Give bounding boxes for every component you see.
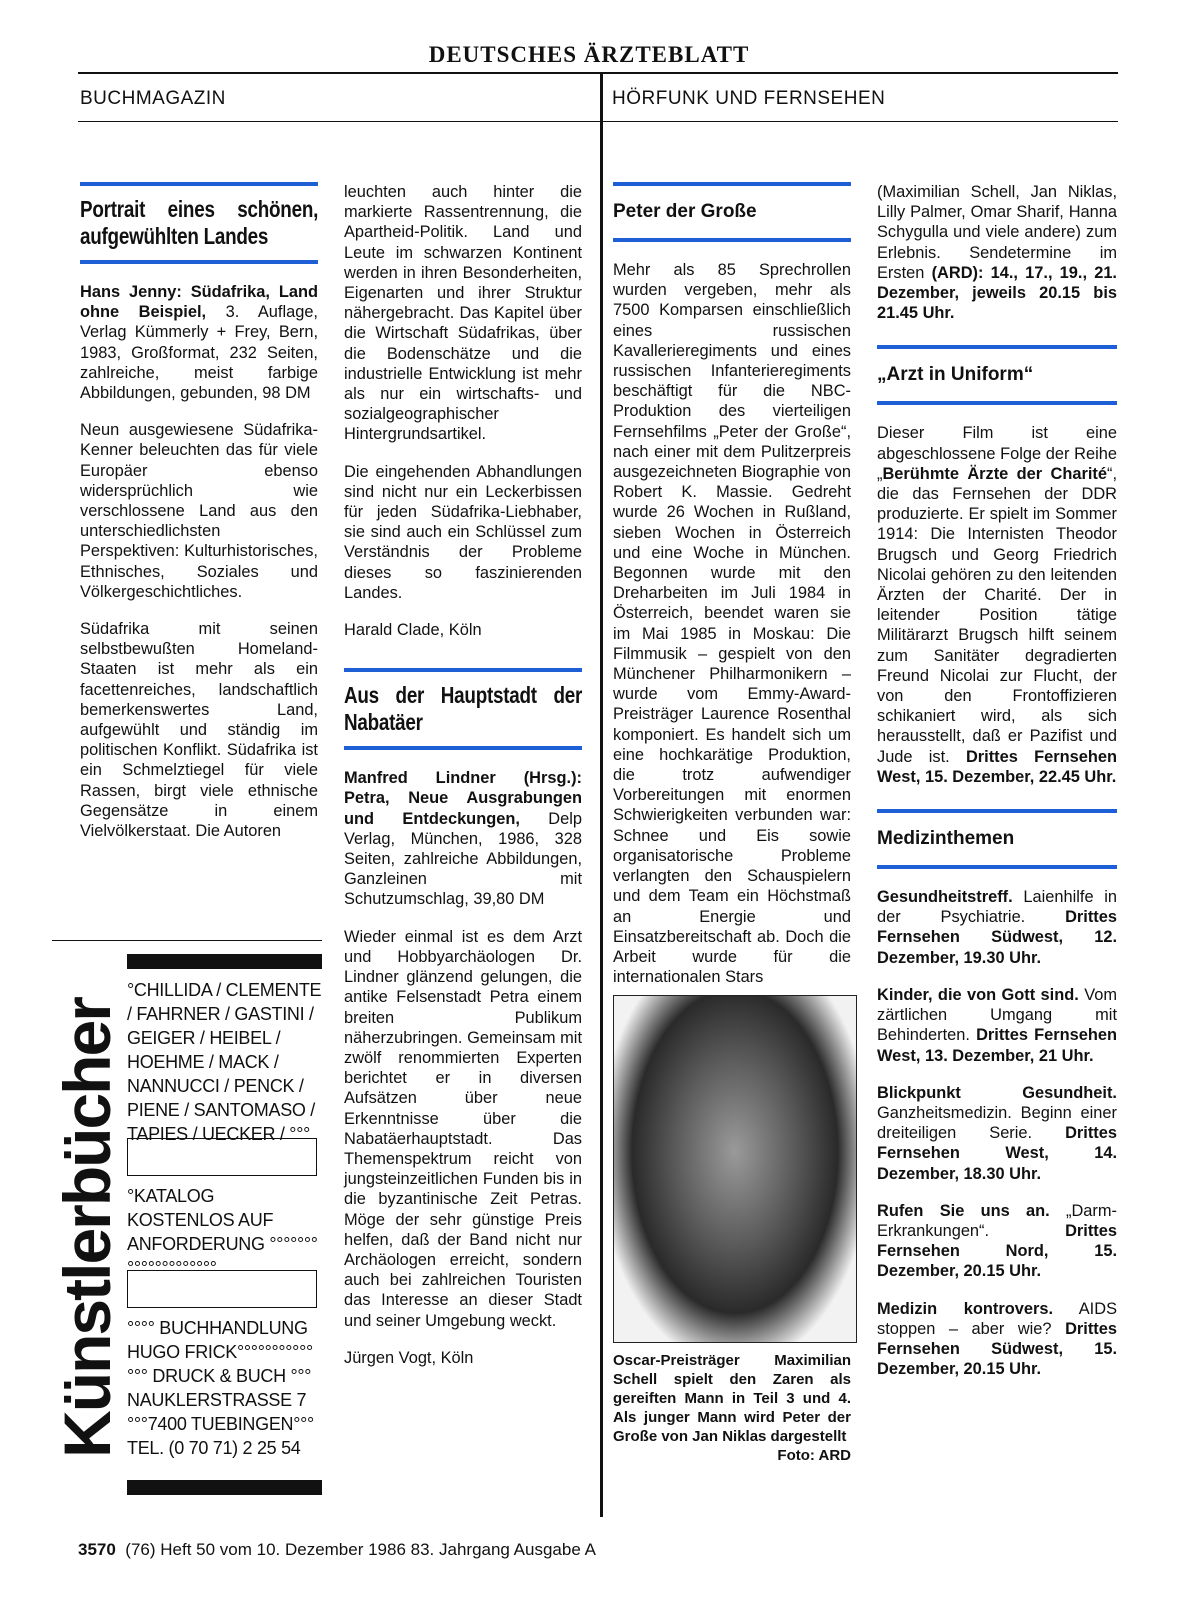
- blue-rule: [877, 809, 1117, 813]
- author: Harald Clade, Köln: [344, 621, 482, 640]
- paragraph: Neun ausgewiesene Südafrika-Kenner beleuchten das für viele Europäer ebenso widersprüchlich wie verschlossene Land aus den unterschiedlichsten Perspektiven: Kulturhistorisches, Ethnisches, Soziales und Völkergeschichtliches.: [80, 421, 318, 601]
- broadcast-dates: (ARD): 14., 17., 19., 21. Dezember, jeweils 20.15 bis 21.45 Uhr.: [877, 263, 1117, 323]
- item-title: Medizin kontrovers.: [877, 1299, 1054, 1318]
- ad-top-rule: [52, 940, 322, 941]
- item-text: Laienhilfe in der Psychiatrie.: [877, 888, 1117, 927]
- ad-empty-box: [127, 1270, 317, 1308]
- photo-caption: [613, 1351, 851, 1465]
- ad-artists: °CHILLIDA / CLEMENTE / FAHRNER / GASTINI / GEIGER / HEIBEL / HOEHME / MACK / NANNUCCI / PENCK / PIENE / SANTOMASO / TAPIES / UECKER / °°°: [127, 980, 322, 1144]
- advertisement: [52, 940, 322, 1500]
- section-rule: [78, 121, 1118, 122]
- item-text: Ganzheitsmedizin. Beginn einer dreiteiligen Serie.: [877, 1103, 1117, 1143]
- article-title: Peter der Große: [613, 201, 757, 222]
- blue-rule: [877, 865, 1117, 869]
- ad-catalog: °KATALOG KOSTENLOS AUF ANFORDERUNG °°°°°°°°°°°°°°°°°°°°: [127, 1186, 318, 1278]
- item-title: Kinder, die von Gott sind.: [877, 985, 1079, 1004]
- page-footer: [78, 1540, 596, 1560]
- list-item: [877, 1083, 1117, 1184]
- article-title: „Arzt in Uniform“: [877, 364, 1034, 386]
- masthead: DEUTSCHES ÄRZTEBLATT: [428, 42, 750, 67]
- book-reference-details: 3. Auflage, Verlag Kümmerly + Frey, Bern, 1983, Großformat, 232 Seiten, zahlreiche, meist farbige Abbildungen, gebunden, 98 DM: [80, 303, 318, 403]
- column-divider: [600, 72, 603, 1517]
- series-title: Berühmte Ärzte der Charité: [882, 464, 1107, 483]
- item-schedule: Drittes Fernsehen Nord, 15. Dezember, 20.15 Uhr.: [877, 1221, 1117, 1281]
- issue-info: (76) Heft 50 vom 10. Dezember 1986 83. Jahrgang Ausgabe A: [125, 1540, 596, 1559]
- ad-black-bar: [127, 1480, 322, 1495]
- column-3: [613, 182, 851, 1465]
- book-reference: [344, 768, 582, 909]
- ad-shop-line: °°° DRUCK & BUCH °°°: [127, 1366, 312, 1386]
- ad-phone: TEL. (0 70 71) 2 25 54: [127, 1438, 301, 1458]
- item-title: Blickpunkt Gesundheit.: [877, 1083, 1117, 1102]
- item-title: Rufen Sie uns an.: [877, 1201, 1050, 1220]
- column-1: [80, 182, 318, 858]
- column-4: [877, 182, 1117, 1396]
- paragraph-text: Dieser Film ist eine abgeschlossene Folge der Reihe „: [877, 424, 1117, 483]
- item-text: AIDS stoppen – aber wie?: [877, 1299, 1118, 1338]
- book-reference: [80, 282, 318, 403]
- ad-empty-box: [127, 1138, 317, 1176]
- item-text: Vom zärtlichen Umgang mit Behinderten.: [877, 985, 1117, 1045]
- ad-black-bar: [127, 954, 322, 969]
- blue-rule: [344, 746, 582, 750]
- broadcast-dates: Drittes Fernsehen West, 15. Dezember, 22.45 Uhr.: [877, 747, 1117, 786]
- list-item: [877, 887, 1117, 968]
- ad-vertical-title: [52, 968, 122, 1488]
- page-number: 3570: [78, 1540, 116, 1559]
- blue-rule: [613, 238, 851, 242]
- paragraph: leuchten auch hinter die markierte Rassentrennung, die Apartheid-Politik. Land und Leute im schwarzen Kontinent werden in ihren Besonderheiten, Eigenarten und ihrer Struktur nähergebracht. Das Kapitel über die Wirtschaft Südafrikas, über die Bodenschätze und die industrielle Entwicklung ist mehr als nur ein wirtschafts- und sozialgeographischer Hintergrundsartikel.: [344, 183, 582, 444]
- book-reference-bold: Manfred Lindner (Hrsg.): Petra, Neue Ausgrabungen und Entdeckungen,: [344, 769, 582, 828]
- blue-rule: [80, 182, 318, 186]
- list-item: [877, 1201, 1117, 1282]
- list-item: [877, 985, 1117, 1066]
- item-text: „Darm-Erkrankungen“.: [877, 1201, 1117, 1240]
- book-reference-details: Delp Verlag, München, 1986, 328 Seiten, zahlreiche Abbildungen, Ganzleinen mit Schutzumschlag, 39,80 DM: [344, 809, 582, 909]
- photo-credit: Foto: ARD: [777, 1447, 851, 1465]
- column-2: [344, 182, 582, 1385]
- ad-shop-line: NAUKLERSTRASSE 7: [127, 1390, 307, 1410]
- paragraph: [877, 182, 1117, 323]
- item-schedule: Drittes Fernsehen Südwest, 12. Dezember, 19.30 Uhr.: [877, 908, 1117, 967]
- paragraph-text: “, die das Fernsehen der DDR produzierte. Er spielt im Sommer 1914: Die Internisten Theodor Brugsch und Georg Friedrich Nicolai gehören zu den leitenden Ärzten der Charité. Der in leitender Position tätige Militärarzt Brugsch hilft seinem zum Sanitäter degradierten Freund Nicolai zur Flucht, der von den Frontoffizieren schikaniert wird, als sich herausstellt, daß er Pazifist und Jude ist.: [877, 464, 1117, 766]
- ad-shop-line: °°°° BUCHHANDLUNG: [127, 1318, 308, 1338]
- article-title: Medizinthemen: [877, 828, 1015, 850]
- paragraph: Wieder einmal ist es dem Arzt und Hobbyarchäologen Dr. Lindner glänzend gelungen, die antike Felsenstadt Petra einem breiten Publikum näherzubringen. Gemeinsam mit zwölf renommierten Experten berichtet er in diversen Aufsätzen über neue Erkenntnisse über die Nabatäerhauptstadt. Das Themenspektrum reicht von jungsteinzeitlichen Funden bis in die byzantinische Zeit Petras. Möge der sehr günstige Preis helfen, daß der Band nicht nur Archäologen erreicht, sondern auch bei zahlreichen Touristen das Interesse an dieser Stadt und seiner Umgebung weckt.: [344, 927, 582, 1330]
- blue-rule: [877, 345, 1117, 349]
- paragraph: Südafrika mit seinen selbstbewußten Homeland-Staaten ist mehr als ein facettenreiches, landschaftlich bemerkenswertes Land, aufgewühlt und ständig im politischen Konflikt. Südafrika ist ein Schmelztiegel für viele Rassen, birgt viele ethnische Gegensätze in einem Vielvölkerstaat. Die Autoren: [80, 620, 318, 841]
- paragraph: Die eingehenden Abhandlungen sind nicht nur ein Leckerbissen für jeden Südafrika-Liebhaber, sie sind auch ein Schlüssel zum Verständnis der Probleme dieses so faszinierenden Landes.: [344, 462, 582, 602]
- masthead-rule: [78, 72, 1118, 74]
- section-label-right: HÖRFUNK UND FERNSEHEN: [612, 88, 886, 109]
- ad-shop-line: °°°7400 TUEBINGEN°°°: [127, 1414, 314, 1434]
- ad-vertical-text: Künstlerbücher: [50, 998, 124, 1458]
- paragraph: Mehr als 85 Sprechrollen wurden vergeben, mehr als 7500 Komparsen einschließlich eines russischen Kavallerieregiments und eines russischen Infanterieregiments beschäftigt für die NBC-Produktion des vierteiligen Fernsehfilms „Peter der Große“, nach einer mit dem Pulitzerpreis ausgezeichneten Biographie von Robert K. Massie. Gedreht wurde 26 Wochen in Rußland, sieben Wochen in Österreich und eine Woche in München. Begonnen wurde mit den Dreharbeiten im Juli 1984 in Österreich, beendet waren sie im Mai 1985 in Moskau: Die Filmmusik – gespielt von den Münchener Philharmonikern – wurde vom Emmy-Award-Preisträger Laurence Rosenthal komponiert. Es handelt sich um eine hochkarätige Produktion, die trotz aufwendiger Vorbereitungen mit enormen Schwierigkeiten verbunden war: Schnee und Eis sowie organisatorische Probleme verlangten den Schauspielern und dem Team ein Höchstmaß an Energie und Einsatzbereitschaft ab. Doch die Arbeit wurde für die internationalen Stars: [613, 261, 851, 987]
- blue-rule: [877, 401, 1117, 405]
- portrait-photo: [613, 995, 857, 1343]
- article-title: Portrait eines schönen, aufgewühlten Landes: [80, 196, 319, 249]
- paragraph-text: (Maximilian Schell, Jan Niklas, Lilly Palmer, Omar Sharif, Hanna Schygulla und viele andere) zum Erlebnis. Sendetermine im Ersten: [877, 183, 1117, 282]
- ad-shop-line: HUGO FRICK°°°°°°°°°°°: [127, 1342, 313, 1362]
- paragraph: [877, 423, 1117, 787]
- caption-text: Oscar-Preisträger Maximilian Schell spielt den Zaren als gereiften Mann in Teil 3 und 4. Als junger Mann wird Peter der Große von Jan Niklas dargestellt: [613, 1352, 851, 1446]
- list-item: [877, 1299, 1117, 1380]
- author: Jürgen Vogt, Köln: [344, 1348, 474, 1367]
- item-schedule: Drittes Fernsehen Südwest, 15. Dezember, 20.15 Uhr.: [877, 1319, 1117, 1379]
- blue-rule: [80, 260, 318, 264]
- item-schedule: Drittes Fernsehen West, 14. Dezember, 18.30 Uhr.: [877, 1124, 1117, 1183]
- item-title: Gesundheitstreff.: [877, 888, 1013, 907]
- section-label-left: BUCHMAGAZIN: [80, 88, 226, 109]
- blue-rule: [344, 668, 582, 672]
- article-title: Aus der Hauptstadt der Nabatäer: [344, 682, 583, 736]
- book-reference-bold: Hans Jenny: Südafrika, Land ohne Beispiel,: [80, 283, 318, 322]
- blue-rule: [613, 182, 851, 186]
- item-schedule: Drittes Fernsehen West, 13. Dezember, 21 Uhr.: [877, 1026, 1117, 1065]
